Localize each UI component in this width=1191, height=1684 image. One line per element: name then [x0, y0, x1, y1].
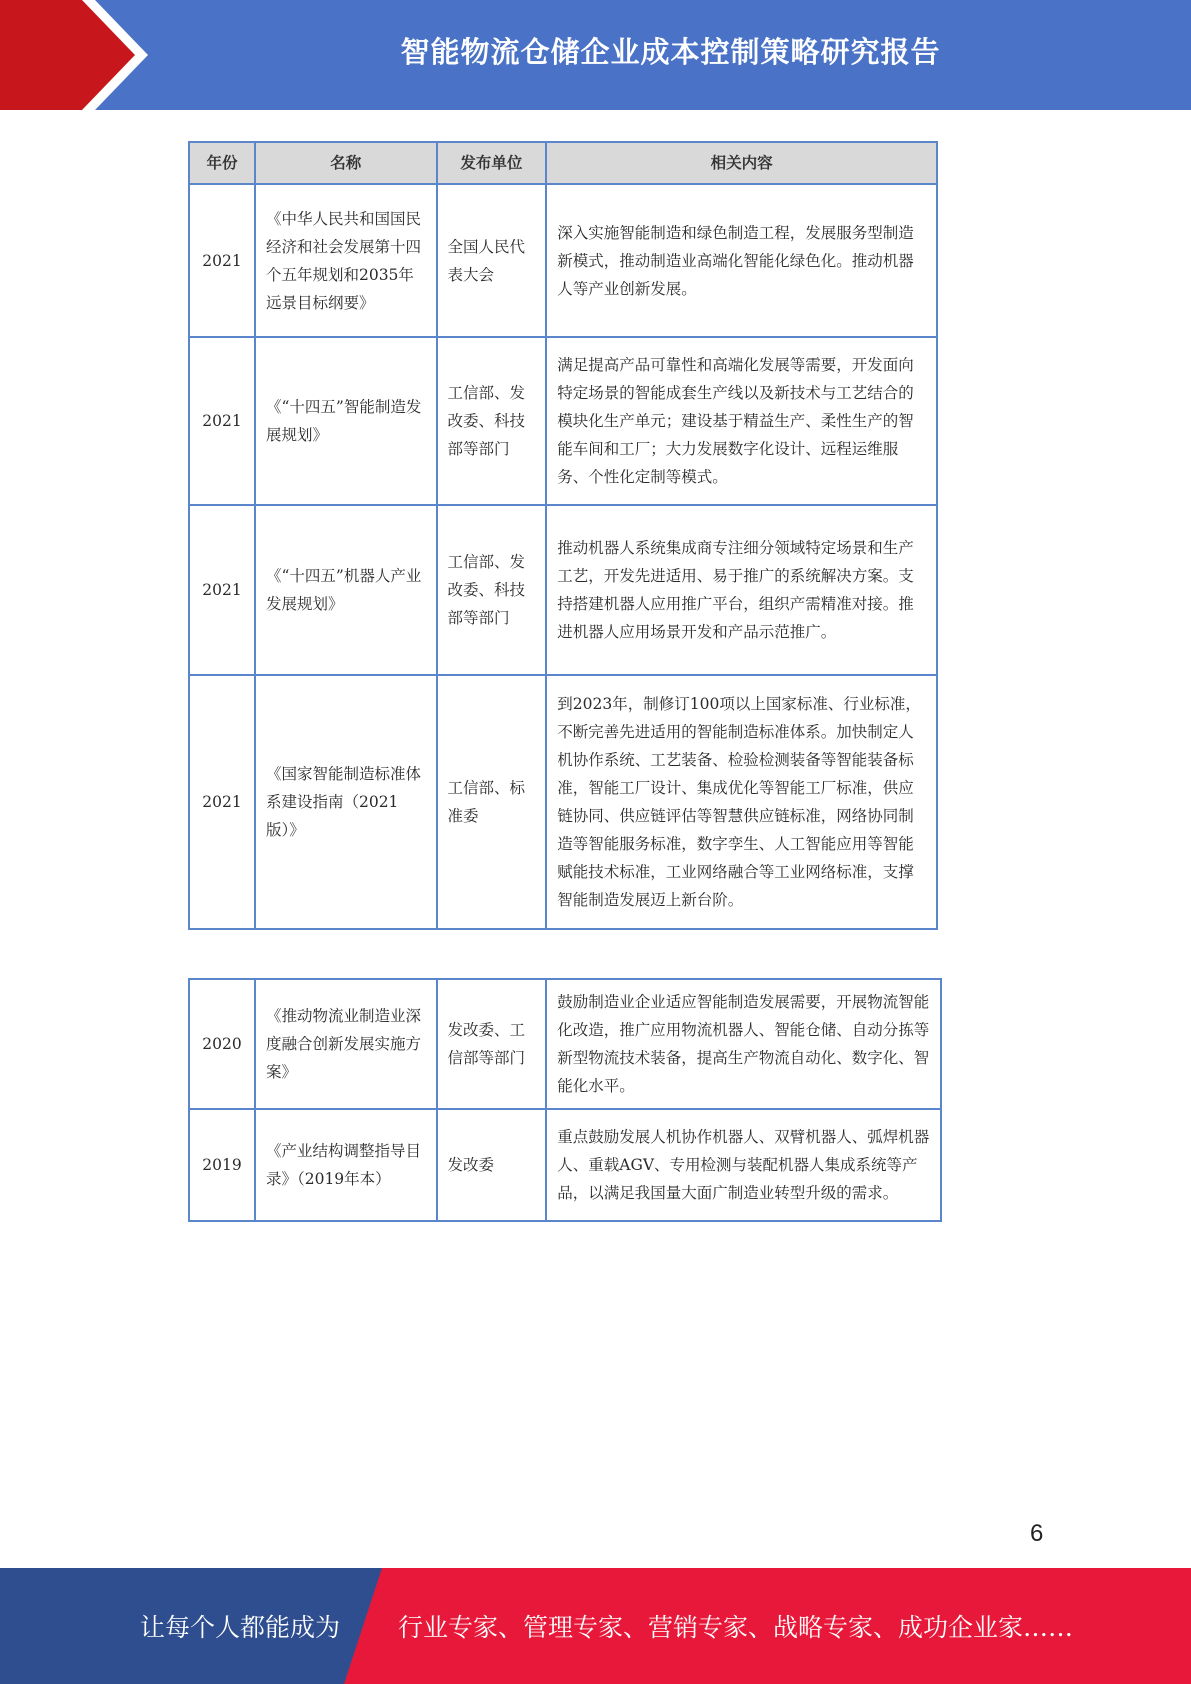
cell-content: 到2023年，制修订100项以上国家标准、行业标准，不断完善先进适用的智能制造标准体系。加快制定人机协作系统、工艺装备、检验检测装备等智能装备标准，智能工厂设计、集成优化等智能工厂标准，供应链协同、供应链评估等智慧供应链标准，网络协同制造等智能服务标准，数字孪生、人工智能应用等智能赋能技术标准，工业网络融合等工业网络标准，支撑智能制造发展迈上新台阶。 — [546, 675, 937, 929]
cell-name: 《产业结构调整指导目录》（2019年本） — [255, 1109, 437, 1221]
cell-year: 2019 — [189, 1109, 255, 1221]
table-row — [189, 1109, 941, 1221]
document-title: 智能物流仓储企业成本控制策略研究报告 — [400, 34, 941, 69]
column-header-publisher: 发布单位 — [437, 142, 547, 184]
table-row — [189, 979, 941, 1109]
cell-name: 《“十四五”机器人产业发展规划》 — [255, 505, 437, 675]
table-row — [189, 337, 937, 505]
cell-content: 满足提高产品可靠性和高端化发展等需要，开发面向特定场景的智能成套生产线以及新技术与工艺结合的模块化生产单元；建设基于精益生产、柔性生产的智能车间和工厂；大力发展数字化设计、远程运维服务、个性化定制等模式。 — [546, 337, 937, 505]
column-header-year: 年份 — [189, 142, 255, 184]
cell-content: 推动机器人系统集成商专注细分领域特定场景和生产工艺，开发先进适用、易于推广的系统解决方案。支持搭建机器人应用推广平台，组织产需精准对接。推进机器人应用场景开发和产品示范推广。 — [546, 505, 937, 675]
table-row — [189, 184, 937, 337]
cell-year: 2021 — [189, 675, 255, 929]
cell-content: 深入实施智能制造和绿色制造工程，发展服务型制造新模式，推动制造业高端化智能化绿色化。推动机器人等产业创新发展。 — [546, 184, 937, 337]
cell-year: 2020 — [189, 979, 255, 1109]
cell-content: 鼓励制造业企业适应智能制造发展需要，开展物流智能化改造，推广应用物流机器人、智能仓储、自动分拣等新型物流技术装备，提高生产物流自动化、数字化、智能化水平。 — [546, 979, 941, 1109]
cell-publisher: 工信部、发改委、科技部等部门 — [437, 337, 547, 505]
table-header-row — [189, 142, 937, 184]
footer-banner — [0, 1568, 1191, 1684]
cell-year: 2021 — [189, 184, 255, 337]
column-header-content: 相关内容 — [546, 142, 937, 184]
cell-publisher: 全国人民代表大会 — [437, 184, 547, 337]
header-banner — [0, 0, 1191, 110]
cell-name: 《国家智能制造标准体系建设指南（2021版）》 — [255, 675, 437, 929]
cell-publisher: 工信部、发改委、科技部等部门 — [437, 505, 547, 675]
policy-table-continued — [188, 978, 942, 1222]
table-row — [189, 505, 937, 675]
footer-slogan-left: 让每个人都能成为 — [140, 1613, 341, 1642]
page-number: 6 — [1030, 1520, 1044, 1547]
cell-publisher: 发改委、工信部等部门 — [437, 979, 547, 1109]
cell-name: 《中华人民共和国国民经济和社会发展第十四个五年规划和2035年远景目标纲要》 — [255, 184, 437, 337]
cell-content: 重点鼓励发展人机协作机器人、双臂机器人、弧焊机器人、重载AGV、专用检测与装配机器人集成系统等产品，以满足我国量大面广制造业转型升级的需求。 — [546, 1109, 941, 1221]
footer-slogan-right: 行业专家、管理专家、营销专家、战略专家、成功企业家…… — [398, 1613, 1074, 1642]
cell-publisher: 工信部、标准委 — [437, 675, 547, 929]
cell-name: 《推动物流业制造业深度融合创新发展实施方案》 — [255, 979, 437, 1109]
cell-year: 2021 — [189, 337, 255, 505]
table-row — [189, 675, 937, 929]
policy-table — [188, 141, 938, 930]
cell-year: 2021 — [189, 505, 255, 675]
column-header-name: 名称 — [255, 142, 437, 184]
header-chevron-decoration — [0, 0, 150, 110]
cell-name: 《“十四五”智能制造发展规划》 — [255, 337, 437, 505]
cell-publisher: 发改委 — [437, 1109, 547, 1221]
